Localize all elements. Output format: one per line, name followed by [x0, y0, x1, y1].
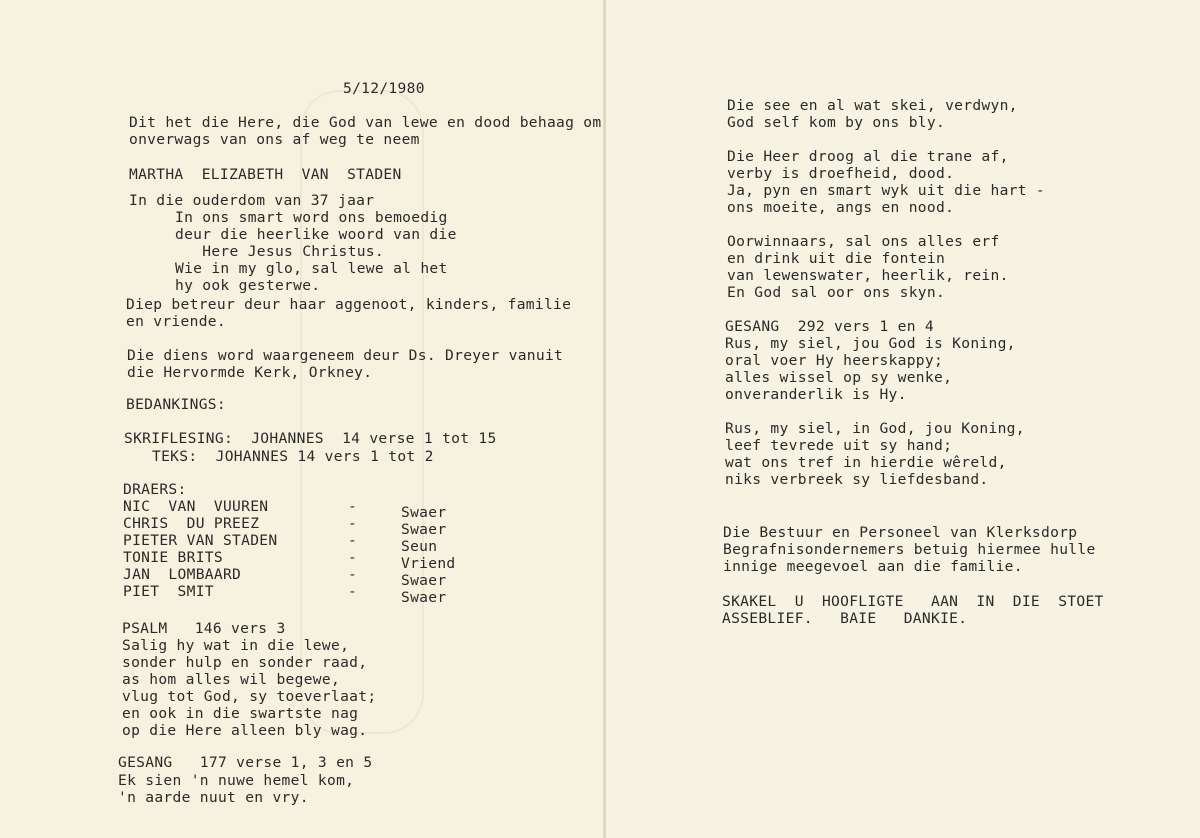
hymn-line: verby is droefheid, dood. [727, 165, 955, 182]
verse-line: Wie in my glo, sal lewe al het [175, 260, 448, 277]
bearer-relation: Swaer [401, 504, 447, 521]
bearer-relation: Swaer [401, 589, 447, 606]
bearer-dash: - [348, 583, 358, 600]
hymn-line: Rus, my siel, in God, jou Koning, [725, 420, 1025, 437]
hymn2-stanza [725, 420, 1025, 488]
service-text [127, 347, 563, 381]
hymn-line: ons moeite, angs en nood. [727, 199, 955, 216]
bearer-dash: - [348, 515, 358, 532]
hymn-continued [727, 97, 1018, 131]
hymn2-stanza [725, 335, 1016, 403]
hymn-line: en drink uit die fontein [727, 250, 946, 267]
mourners-text [126, 296, 571, 330]
hymn-line: Oorwinnaars, sal ons alles erf [727, 233, 1000, 250]
thanks-heading: BEDANKINGS: [126, 396, 226, 413]
psalm-line: sonder hulp en sonder raad, [122, 654, 368, 671]
hymn-stanza [727, 148, 1045, 216]
hymn-line: leef tevrede uit sy hand; [725, 437, 953, 454]
hymn-line: Die see en al wat skei, verdwyn, [727, 97, 1018, 114]
deceased-name: MARTHA ELIZABETH VAN STADEN [129, 166, 402, 183]
hymn-line: Ek sien 'n nuwe hemel kom, [118, 772, 355, 789]
bearer-dash: - [348, 549, 358, 566]
hymn-text [118, 772, 354, 806]
closing-notice [722, 593, 1104, 627]
hymn-line: Ja, pyn en smart wyk uit die hart - [727, 182, 1046, 199]
bearer-name: TONIE BRITS [123, 549, 223, 566]
undertaker-line: Die Bestuur en Personeel van Klerksdorp [723, 524, 1078, 541]
hymn-stanza [727, 233, 1009, 301]
undertaker-line: Begrafnisondernemers betuig hiermee hulle [723, 541, 1096, 558]
scripture-verse [175, 209, 457, 294]
bearer-name: CHRIS DU PREEZ [123, 515, 260, 532]
psalm-text [122, 637, 376, 739]
bearer-relation: Seun [401, 538, 438, 555]
bearer-dash: - [348, 498, 358, 515]
hymn2-heading: GESANG 292 vers 1 en 4 [725, 318, 934, 335]
intro-line: onverwags van ons af weg te neem [129, 131, 420, 148]
scripture-reading: SKRIFLESING: JOHANNES 14 verse 1 tot 15 [124, 430, 497, 447]
hymn-line: oral voer Hy heerskappy; [725, 352, 944, 369]
date: 5/12/1980 [343, 80, 425, 97]
psalm-line: vlug tot God, sy toeverlaat; [122, 688, 377, 705]
closing-line: SKAKEL U HOOFLIGTE AAN IN DIE STOET [722, 593, 1104, 610]
closing-line: ASSEBLIEF. BAIE DANKIE. [722, 610, 968, 627]
psalm-line: op die Here alleen bly wag. [122, 722, 368, 739]
bearer-dash: - [348, 566, 358, 583]
mourners-line: en vriende. [126, 313, 226, 330]
hymn-line: En God sal oor ons skyn. [727, 284, 946, 301]
hymn-line: God self kom by ons bly. [727, 114, 946, 131]
hymn-line: onveranderlik is Hy. [725, 386, 907, 403]
hymn-line: alles wissel op sy wenke, [725, 369, 953, 386]
bearer-name: NIC VAN VUUREN [123, 498, 269, 515]
psalm-heading: PSALM 146 vers 3 [122, 620, 286, 637]
bearers-list [123, 498, 483, 608]
verse-line: In ons smart word ons bemoedig [175, 209, 448, 226]
sermon-text: TEKS: JOHANNES 14 vers 1 tot 2 [152, 448, 434, 465]
psalm-line: en ook in die swartste nag [122, 705, 359, 722]
service-line: die Hervormde Kerk, Orkney. [127, 364, 373, 381]
bearer-relation: Swaer [401, 572, 447, 589]
hymn-line: Die Heer droog al die trane af, [727, 148, 1009, 165]
bearer-name: PIETER VAN STADEN [123, 532, 278, 549]
hymn-line: niks verbreek sy liefdesband. [725, 471, 989, 488]
intro-text [129, 114, 601, 148]
psalm-line: as hom alles wil begewe, [122, 671, 341, 688]
bearer-relation: Vriend [401, 555, 456, 572]
bearer-dash: - [348, 532, 358, 549]
intro-line: Dit het die Here, die God van lewe en dood behaag om [129, 114, 602, 131]
service-line: Die diens word waargeneem deur Ds. Dreyer vanuit [127, 347, 564, 364]
verse-line: Here Jesus Christus. [175, 243, 384, 260]
verse-line: deur die heerlike woord van die [175, 226, 457, 243]
hymn-line: 'n aarde nuut en vry. [118, 789, 309, 806]
mourners-line: Diep betreur deur haar aggenoot, kinders, familie [126, 296, 572, 313]
age-line: In die ouderdom van 37 jaar [129, 192, 375, 209]
bearer-relation: Swaer [401, 521, 447, 538]
hymn-heading: GESANG 177 verse 1, 3 en 5 [118, 754, 373, 771]
undertaker-line: innige meegevoel aan die familie. [723, 558, 1023, 575]
hymn-line: Rus, my siel, jou God is Koning, [725, 335, 1016, 352]
bearer-name: JAN LOMBAARD [123, 566, 242, 583]
psalm-line: Salig hy wat in die lewe, [122, 637, 350, 654]
bearers-heading: DRAERS: [123, 481, 187, 498]
hymn-line: wat ons tref in hierdie wêreld, [725, 454, 1007, 471]
bearer-name: PIET SMIT [123, 583, 214, 600]
right-page [606, 0, 1200, 838]
verse-line: hy ook gesterwe. [175, 277, 321, 294]
undertaker-message [723, 524, 1096, 575]
hymn-line: van lewenswater, heerlik, rein. [727, 267, 1009, 284]
